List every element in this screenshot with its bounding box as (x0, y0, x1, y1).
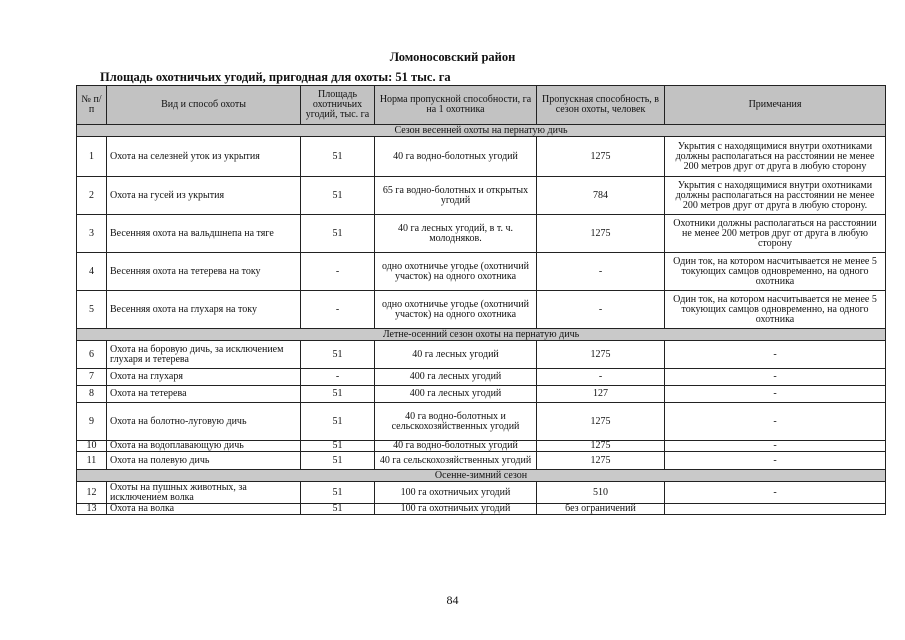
table-row (77, 137, 886, 177)
table-row (77, 452, 886, 470)
table-row (77, 403, 886, 441)
table-row (77, 482, 886, 504)
norm-cell: 40 га лесных угодий (375, 341, 537, 369)
hunt-type-cell: Весенняя охота на вальдшнепа на тяге (107, 215, 301, 253)
capacity-cell: 510 (537, 482, 665, 504)
area-cell: 51 (301, 137, 375, 177)
notes-cell: Один ток, на котором насчитывается не менее 5 токующих самцов одновременно, на одного охотника (665, 253, 886, 291)
row-num-cell: 2 (77, 177, 107, 215)
area-cell: - (301, 291, 375, 329)
hunt-type-cell: Охота на селезней уток из укрытия (107, 137, 301, 177)
hunt-type-cell: Охота на гусей из укрытия (107, 177, 301, 215)
notes-cell: - (665, 452, 886, 470)
table-row (77, 369, 886, 386)
row-num-cell: 9 (77, 403, 107, 441)
row-num-cell: 5 (77, 291, 107, 329)
area-cell: 51 (301, 452, 375, 470)
capacity-cell: - (537, 291, 665, 329)
header-norm: Норма пропускной способности, га на 1 охотника (375, 86, 537, 125)
capacity-cell: 127 (537, 386, 665, 403)
hunt-type-cell: Охота на болотно-луговую дичь (107, 403, 301, 441)
row-num-cell: 11 (77, 452, 107, 470)
capacity-cell: 1275 (537, 452, 665, 470)
row-num-cell: 6 (77, 341, 107, 369)
norm-cell: 40 га лесных угодий, в т. ч. молодняков. (375, 215, 537, 253)
norm-cell: 400 га лесных угодий (375, 386, 537, 403)
capacity-cell: 1275 (537, 403, 665, 441)
table-row (77, 504, 886, 515)
notes-cell: - (665, 441, 886, 452)
notes-cell: - (665, 369, 886, 386)
row-num-cell: 12 (77, 482, 107, 504)
row-num-cell: 7 (77, 369, 107, 386)
header-num: № п/п (77, 86, 107, 125)
capacity-cell: без ограничений (537, 504, 665, 515)
hunting-capacity-table (76, 85, 886, 515)
capacity-cell: 1275 (537, 341, 665, 369)
table-row (77, 215, 886, 253)
table-body (77, 125, 886, 515)
table-row (77, 441, 886, 452)
capacity-cell: - (537, 253, 665, 291)
section-header-row (77, 125, 886, 137)
notes-cell: Охотники должны располагаться на расстоянии не менее 200 метров друг от друга в любую сторону (665, 215, 886, 253)
norm-cell: одно охотничье угодье (охотничий участок) на одного охотника (375, 253, 537, 291)
norm-cell: одно охотничье угодье (охотничий участок) на одного охотника (375, 291, 537, 329)
page-number: 84 (446, 593, 459, 607)
hunt-type-cell: Весенняя охота на тетерева на току (107, 253, 301, 291)
row-num-cell: 4 (77, 253, 107, 291)
hunt-type-cell: Охота на волка (107, 504, 301, 515)
notes-cell: - (665, 482, 886, 504)
district-title: Ломоносовский район (389, 50, 516, 64)
row-num-cell: 1 (77, 137, 107, 177)
header-type: Вид и способ охоты (107, 86, 301, 125)
capacity-cell: - (537, 369, 665, 386)
norm-cell: 400 га лесных угодий (375, 369, 537, 386)
table-row (77, 253, 886, 291)
area-cell: 51 (301, 341, 375, 369)
notes-cell: Укрытия с находящимися внутри охотниками должны располагаться на расстоянии не менее 200 метров друг от друга в любую сторону (665, 137, 886, 177)
norm-cell: 40 га водно-болотных угодий (375, 137, 537, 177)
section-title: Осенне-зимний сезон (77, 470, 886, 482)
area-cell: 51 (301, 441, 375, 452)
page-subtitle: Площадь охотничьих угодий, пригодная для охоты: 51 тыс. га (100, 70, 451, 84)
area-cell: 51 (301, 504, 375, 515)
norm-cell: 40 га водно-болотных угодий (375, 441, 537, 452)
row-num-cell: 8 (77, 386, 107, 403)
hunt-type-cell: Весенняя охота на глухаря на току (107, 291, 301, 329)
hunt-type-cell: Охота на полевую дичь (107, 452, 301, 470)
hunt-type-cell: Охота на глухаря (107, 369, 301, 386)
area-cell: 51 (301, 482, 375, 504)
capacity-cell: 1275 (537, 137, 665, 177)
notes-cell: - (665, 386, 886, 403)
table-row (77, 177, 886, 215)
table-header-row (77, 86, 886, 125)
section-header-row (77, 329, 886, 341)
norm-cell: 65 га водно-болотных и открытых угодий (375, 177, 537, 215)
section-title: Летне-осенний сезон охоты на пернатую дичь (77, 329, 886, 341)
row-num-cell: 3 (77, 215, 107, 253)
area-cell: 51 (301, 177, 375, 215)
area-cell: 51 (301, 386, 375, 403)
hunt-type-cell: Охота на водоплавающую дичь (107, 441, 301, 452)
notes-cell: Укрытия с находящимися внутри охотниками должны располагаться на расстоянии не менее 200 метров друг от друга в любую сторону. (665, 177, 886, 215)
row-num-cell: 10 (77, 441, 107, 452)
hunt-type-cell: Охоты на пушных животных, за исключением волка (107, 482, 301, 504)
notes-cell: - (665, 403, 886, 441)
row-num-cell: 13 (77, 504, 107, 515)
header-capacity: Пропускная способность, в сезон охоты, человек (537, 86, 665, 125)
table-row (77, 386, 886, 403)
capacity-cell: 1275 (537, 215, 665, 253)
notes-cell: - (665, 341, 886, 369)
notes-cell (665, 504, 886, 515)
norm-cell: 100 га охотничьих угодий (375, 504, 537, 515)
norm-cell: 40 га сельскохозяйственных угодий (375, 452, 537, 470)
area-cell: - (301, 369, 375, 386)
area-cell: - (301, 253, 375, 291)
table-row (77, 291, 886, 329)
section-title: Сезон весенней охоты на пернатую дичь (77, 125, 886, 137)
section-header-row (77, 470, 886, 482)
header-area: Площадь охотничьих угодий, тыс. га (301, 86, 375, 125)
area-cell: 51 (301, 403, 375, 441)
capacity-cell: 784 (537, 177, 665, 215)
table-row (77, 341, 886, 369)
header-notes: Примечания (665, 86, 886, 125)
hunt-type-cell: Охота на тетерева (107, 386, 301, 403)
area-cell: 51 (301, 215, 375, 253)
norm-cell: 40 га водно-болотных и сельскохозяйственных угодий (375, 403, 537, 441)
capacity-cell: 1275 (537, 441, 665, 452)
norm-cell: 100 га охотничьих угодий (375, 482, 537, 504)
notes-cell: Один ток, на котором насчитывается не менее 5 токующих самцов одновременно, на одного охотника (665, 291, 886, 329)
hunt-type-cell: Охота на боровую дичь, за исключением глухаря и тетерева (107, 341, 301, 369)
